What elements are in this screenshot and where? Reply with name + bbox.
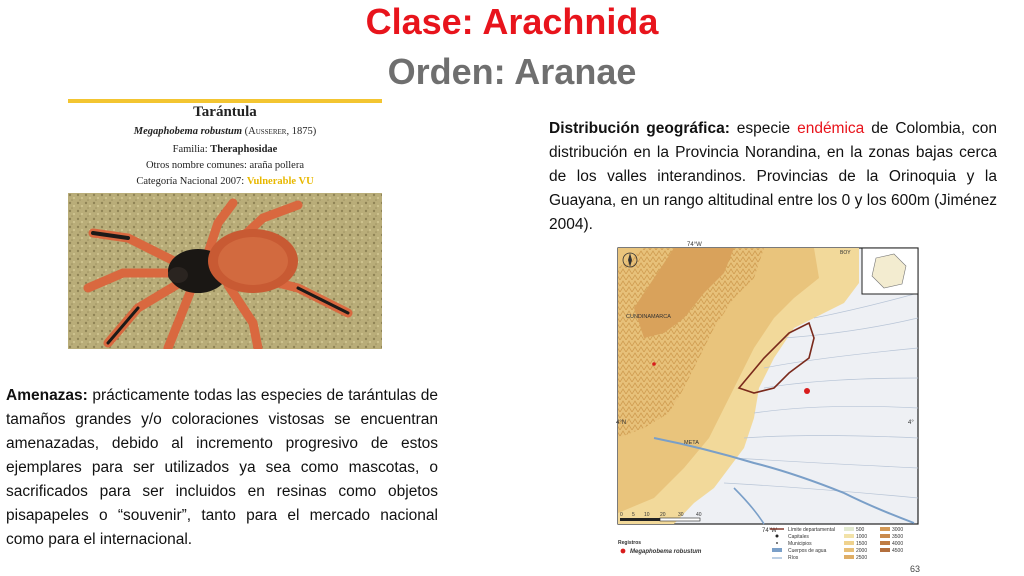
- map-lon-bottom: 74°W: [762, 528, 777, 534]
- legend-species: Megaphobema robustum: [630, 549, 702, 555]
- legend-elev-1500: 1500: [856, 541, 868, 547]
- map-region-boyaca: BOY: [840, 250, 851, 256]
- distribution-text-before: especie: [729, 120, 798, 137]
- legend-capitals: Capitales: [788, 534, 809, 540]
- legend-elev-2000: 2000: [856, 548, 868, 554]
- legend-elev-3500: 3500: [892, 534, 904, 540]
- card-family-line: [66, 144, 384, 155]
- page-number: 63: [909, 564, 920, 574]
- legend-municipalities: Municipios: [788, 541, 812, 547]
- map-region-meta: META: [684, 440, 699, 446]
- card-author: (Ausserer, 1875): [244, 126, 317, 137]
- legend-water: Cuerpos de agua: [788, 548, 827, 554]
- legend-elev-1000: 1000: [856, 534, 868, 540]
- map-lat-right: 4°: [908, 420, 914, 426]
- card-category-line: [66, 176, 384, 187]
- scale-tick-3: 20: [660, 512, 666, 518]
- legend-elev-4000: 4000: [892, 541, 904, 547]
- tarantula-photo: [68, 193, 382, 349]
- card-family-value: Theraphosidae: [210, 144, 278, 155]
- card-common-names-value: araña pollera: [249, 160, 305, 171]
- legend-elev-4500: 4500: [892, 548, 904, 554]
- scale-tick-5: 40: [696, 512, 702, 518]
- scale-tick-2: 10: [644, 512, 650, 518]
- slide-subtitle: Orden: Aranae: [387, 51, 637, 92]
- card-species: Megaphobema robustum: [133, 126, 243, 137]
- card-top-bar: [68, 99, 382, 103]
- legend-records-title: Registros: [618, 540, 642, 546]
- distribution-endemic: endémica: [797, 120, 865, 137]
- threats-paragraph: [6, 384, 438, 552]
- distribution-paragraph: [549, 117, 997, 237]
- legend-elev-2500: 2500: [856, 555, 868, 561]
- distribution-text-after: de Colombia, con distribución en la Provincia Norandina, en la zonas bajas cerca de los valles interandinos. Provincias de la Orinoquia y la Guayana, en un rango altitudinal entre los 0 y los 600m (Jiménez 2004).: [549, 120, 997, 233]
- species-card: [66, 99, 384, 349]
- card-common-names-line: [66, 160, 384, 171]
- card-common-name: Tarántula: [193, 104, 257, 120]
- scale-tick-4: 30: [678, 512, 684, 518]
- slide-title: Clase: Arachnida: [365, 1, 659, 42]
- threats-label: Amenazas:: [6, 387, 88, 404]
- card-category-label: Categoría Nacional 2007:: [136, 176, 245, 187]
- scale-tick-0: 0: [620, 512, 623, 518]
- card-common-names-label: Otros nombre comunes:: [145, 160, 247, 171]
- card-family-label: Familia:: [172, 144, 208, 155]
- threats-text: prácticamente todas las especies de tarántulas de tamaños grandes y/o coloraciones vistosas se encuentran amenazadas, debido al incremento progresivo de estos ejemplares para ser utilizados ya sea como mascotas, o sacrificados para ser incluidos en resinas como objetos pisapapeles o “souvenir”, tanto para el mercado nacional como para el internacional.: [6, 387, 438, 548]
- map-region-cundinamarca: CUNDINAMARCA: [626, 314, 671, 320]
- card-species-line: [66, 126, 384, 137]
- legend-rivers: Ríos: [788, 555, 799, 561]
- distribution-label: Distribución geográfica:: [549, 120, 730, 137]
- legend-elev-500: 500: [856, 527, 865, 533]
- distribution-map: [614, 238, 922, 570]
- card-category-value: Vulnerable VU: [246, 176, 314, 187]
- map-lat-left: 4°N: [616, 420, 627, 426]
- map-lon-top: 74°W: [687, 242, 702, 248]
- scale-tick-1: 5: [632, 512, 635, 518]
- legend-elev-3000: 3000: [892, 527, 904, 533]
- legend-limit: Límite departamental: [788, 527, 835, 533]
